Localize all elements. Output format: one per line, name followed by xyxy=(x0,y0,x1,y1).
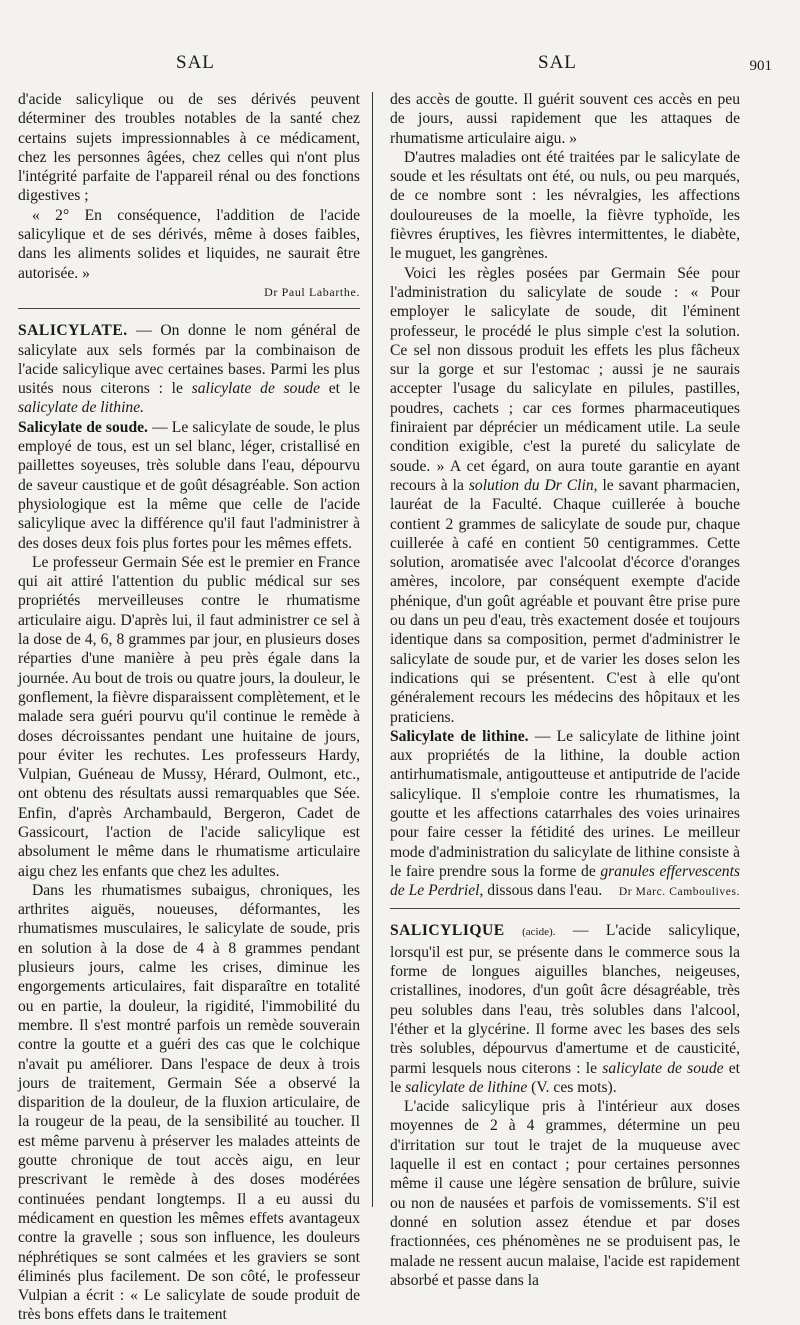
right-column xyxy=(390,90,740,1290)
emphasis-term: salicylate de soude xyxy=(191,380,320,398)
running-head-center: SAL xyxy=(538,52,577,73)
running-head-left: SAL xyxy=(176,52,215,73)
subentry-heading-lithine: Salicylate de lithine. xyxy=(390,727,529,745)
emphasis-term: salicylate de soude xyxy=(602,1059,724,1077)
entry-text: et le xyxy=(390,1059,741,1096)
entry-text: et le xyxy=(320,380,360,398)
paragraph-regles xyxy=(390,264,740,727)
entry-text: — Le salicylate de lithine joint aux propriétés de la lithine, la double action antirhumatismale, antigoutteuse et antiputride de l'acide salicylique. Il s'emploie contre les rhumatismes, la goutte et les affections catarrhales des voies urinaires pour faire cesser la fétidité des urines. Le meilleur mode d'administration du salicylate de lithine consiste à le faire prendre sous la forme de xyxy=(390,727,740,880)
entry-heading-salicylique: SALICYLIQUE xyxy=(390,922,505,940)
column-divider xyxy=(372,92,373,1207)
entry-heading-qualifier: (acide). xyxy=(522,926,556,939)
emphasis-term: salicylate de lithine xyxy=(405,1078,528,1096)
paragraph-autres-maladies: D'autres maladies ont été traitées par le salicylate de soude et les résultats ont été, ou nuls, ou peu marqués, de ce nombre sont : les névralgies, les affections douloureuses de la moelle, la fièvre typhoïde, les fièvres éruptives, les fièvres intermittentes, le diabète, le muguet, les gangrènes. xyxy=(390,148,740,263)
entry-text: — L'acide salicylique, lorsqu'il est pur, se présente dans le commerce sous la forme de longues aiguilles blanches, neigeuses, cristallines, inodores, d'un goût âcre désagréable, très peu solubles dans l'eau, très solubles dans l'alcool, l'éther et la glycérine. Il forme avec les bases des sels très solubles, dépourvus d'amertume et de causticité, parmi lesquels nous citerons : le xyxy=(390,922,740,1077)
paragraph-subaigus: Dans les rhumatismes subaigus, chroniques, les arthrites aiguës, noueuses, déformantes, les rhumatismes musculaires, le salicylate de soude, pris en solution à la dose de 4 à 8 grammes pendant plusieurs jours, calme les crises, diminue les engorgements articulaires, fait disparaître en totalité ou en partie, la douleur, la rigidité, l'immobilité du membre. Il s'est montré parfois un remède souverain contre la goutte et a guéri des cas que le colchique n'avait pu améliorer. Dans l'espace de deux à trois jours de traitement, Germain Sée a observé la disparition de la douleur, de la fluxion articulaire, de la rougeur de la peau, de la sensibilité au toucher. Il est même parvenu à préserver les malades atteints de goutte chronique de tout accès aigu, en leur prescrivant le remède à des doses modérées continuées pendant longtemps. Il a eu aussi du médicament en question les mêmes effets avantageux contre la gravelle ; sous son influence, les douleurs néphrétiques se sont calmées et les graviers se sont éliminés plus facilement. De son côté, le professeur Vulpian a écrit : « Le salicylate de soude produit de très bons effets dans le traitement xyxy=(18,881,360,1324)
section-rule xyxy=(18,308,360,309)
emphasis-term: granules effervescents de Le Perdriel xyxy=(390,862,740,900)
entry-heading-salicylate: SALICYLATE. xyxy=(18,322,128,340)
section-rule xyxy=(390,908,740,909)
signature-camboulives: Dr Marc. Camboulives. xyxy=(618,886,740,899)
entry-text: , dissous dans l'eau. xyxy=(479,882,603,900)
entry-text: Voici les règles posées par Germain Sée pour l'administration du salicylate de soude : « Pour employer le salicylate de soude, dit l'éminent professeur, le procédé le plus simple c'est la solution. Ce sel non dissous produit les effets les plus fâcheux sur la gorge et sur l'estomac ; aussi je ne saurais accepter l'usage du salicylate en pilules, pastilles, poudres, cachets ; car ces formes pharmaceutiques finiraient par déprécier un médicament utile. La seule condition exigible, c'est la pureté du salicylate de soude. » A cet égard, on aura toute garantie en ayant recours à la xyxy=(390,264,740,494)
continuation-paragraph: des accès de goutte. Il guérit souvent ces accès en peu de jours, aussi rapidement que les attaques de rhumatisme articulaire aigu. » xyxy=(390,91,740,147)
intro-paragraph: d'acide salicylique ou de ses dérivés peuvent déterminer des troubles notables de la santé chez certains sujets impressionnables à ce médicament, chez les personnes âgées, chez celles qui n'ont plus l'intégrité parfaite de l'appareil rénal ou des fonctions digestives ; xyxy=(18,91,360,205)
entry-text: (V. ces mots). xyxy=(527,1078,617,1096)
left-column xyxy=(18,90,360,1325)
signature-labarthe: Dr Paul Labarthe. xyxy=(264,284,360,299)
entry-text: , le savant pharmacien, lauréat de la Faculté. Chaque cuillerée à bouche contient 2 grammes de salicylate de soude pur, chaque cuillerée à café en contient 50 centigrammes. Cette solution, aromatisée avec l'alcoolat d'écorce d'oranges amères, incolore, par conséquent exempte d'acide phénique, d'un goût agréable et pouvant être prise pure ou dans un peu d'eau, très exactement dosée et toujours identique dans sa composition, permet d'administrer le salicylate de soude pur, et de varier les doses selon les indications qui se présentent. C'est à elle qu'ont généralement recours les médecins des hôpitaux et les praticiens. xyxy=(390,476,740,726)
paragraph-interieur: L'acide salicylique pris à l'intérieur aux doses moyennes de 2 à 4 grammes, détermine un peu d'irritation sur tout le trajet de la muqueuse avec laquelle il est en contact ; pour certaines personnes même il cause une légère sensation de brûlure, suivie ou non de nausées et parfois de vomissements. S'il est donné en solution assez étendue et par doses fractionnées, ces phénomènes ne se produisent pas, le malade ne ressent aucun malaise, l'acide est rapidement absorbé et passe dans la xyxy=(390,1098,740,1289)
page-number: 901 xyxy=(749,58,772,74)
subentry-lithine xyxy=(390,727,740,901)
entry-salicylique xyxy=(390,921,740,1097)
subentry-soude xyxy=(18,418,360,553)
subentry-heading-soude: Salicylate de soude. xyxy=(18,418,148,436)
entry-text: — Le salicylate de soude, le plus employé de tous, est un sel blanc, léger, cristallisé en paillettes soyeuses, très soluble dans l'eau, dépourvu de saveur caustique et de goût désagréable. Son action physiologique est la même que celle de l'acide salicylique avec la différence qu'il faut l'administrer à des doses deux fois plus fortes pour les mêmes effets. xyxy=(18,418,360,552)
emphasis-term: solution du Dr Clin xyxy=(468,476,594,494)
entry-salicylate xyxy=(18,321,360,417)
conclusion-paragraph: « 2° En conséquence, l'addition de l'acide salicylique et de ses dérivés, même à doses faibles, dans les aliments solides et liquides, ne saurait être autorisée. » xyxy=(18,206,360,282)
emphasis-term: salicylate de lithine. xyxy=(18,399,145,417)
entry-text: — On donne le nom général de salicylate aux sels formés par la combinaison de l'acide salicylique avec certaines bases. Parmi les plus usités nous citerons : le xyxy=(18,322,360,398)
paragraph-germain-see: Le professeur Germain Sée est le premier en France qui ait attiré l'attention du public médical sur ses propriétés merveilleuses contre le rhumatisme articulaire aigu. D'après lui, il faut administrer ce sel à la dose de 4, 6, 8 grammes par jour, en plusieurs doses réparties d'une manière à peu près égale dans la journée. Au bout de trois ou quatre jours, la douleur, le gonflement, la fièvre disparaissent complètement, et le malade sera guéri pourvu qu'il continue le remède à doses décroissantes pendant une huitaine de jours, pour éviter les rechutes. Les professeurs Hardy, Vulpian, Guéneau de Mussy, Hérard, Oulmont, etc., ont obtenu des résultats aussi remarquables que Sée. Enfin, d'après Archambauld, Bergeron, Cadet de Gassicourt, l'action de l'acide salicylique est absolument le même dans le rhumatisme articulaire aigu chez les enfants que chez les adultes. xyxy=(18,553,360,880)
